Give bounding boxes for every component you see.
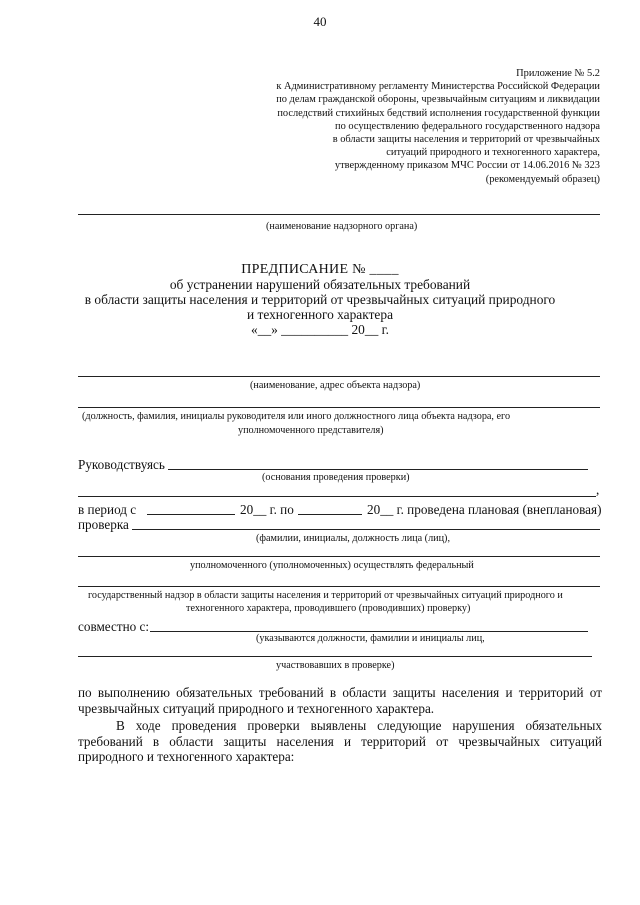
object-caption: (наименование, адрес объекта надзора) xyxy=(250,380,421,391)
authorized-fill-line xyxy=(78,556,600,557)
period-end-line xyxy=(298,514,362,515)
comma: , xyxy=(596,482,600,497)
period-label-result: 20__ г. проведена плановая (внеплановая) xyxy=(367,502,602,517)
participants-caption: участвовавших в проверке) xyxy=(276,660,395,671)
official-caption: (должность, фамилия, инициалы руководителя или иного должностного лица объекта надзора, его xyxy=(82,411,511,422)
appendix-line: (рекомендуемый образец) xyxy=(485,173,600,185)
page-number: 40 xyxy=(313,14,327,29)
authority-caption: (наименование надзорного органа) xyxy=(266,221,418,232)
appendix-line: последствий стихийных бедствий исполнения государственной функции xyxy=(277,107,600,119)
title-line: и техногенного характера xyxy=(246,307,394,322)
paragraph-violations: В ходе проведения проверки выявлены следующие нарушения обязательных требований в области защиты населения и территорий от чрезвычайных ситуаций природного и техногенного характера: xyxy=(78,718,602,765)
title-main: ПРЕДПИСАНИЕ № ____ xyxy=(241,262,399,277)
period-start-line xyxy=(147,514,235,515)
period-label-from: в период с xyxy=(78,502,137,517)
jointly-label: совместно с: xyxy=(78,619,150,634)
grounds-fill-line xyxy=(168,469,588,470)
participants-fill-line xyxy=(150,631,588,632)
check-label: проверка xyxy=(78,517,129,532)
supervision-caption: государственный надзор в области защиты населения и территорий от чрезвычайных ситуаций природного и xyxy=(88,590,563,601)
blank-fill-line xyxy=(78,496,596,497)
appendix-line: в области защиты населения и территорий от чрезвычайных xyxy=(332,134,600,146)
official-caption: уполномоченного представителя) xyxy=(238,425,384,436)
appendix-block xyxy=(276,67,600,186)
participants-caption: (указываются должности, фамилии и инициалы лиц, xyxy=(256,633,485,644)
appendix-line: по осуществлению федерального государственного надзора xyxy=(335,120,600,132)
title-line: об устранении нарушений обязательных требований xyxy=(169,277,471,292)
appendix-line: ситуаций природного и техногенного характера, xyxy=(386,147,600,159)
grounds-caption: (основания проведения проверки) xyxy=(262,472,410,483)
appendix-line: по делам гражданской обороны, чрезвычайным ситуациям и ликвидации xyxy=(276,94,600,106)
appendix-line: к Административному регламенту Министерства Российской Федерации xyxy=(276,81,600,93)
authorized-caption: уполномоченного (уполномоченных) осуществлять федеральный xyxy=(190,560,474,571)
inspectors-fill-line xyxy=(132,529,600,530)
body-text xyxy=(78,685,602,765)
supervision-caption: техногенного характера, проводившего (проводивших) проверку) xyxy=(186,603,471,614)
document-title xyxy=(0,262,640,337)
inspectors-caption: (фамилии, инициалы, должность лица (лиц), xyxy=(256,533,450,544)
appendix-line: Приложение № 5.2 xyxy=(516,68,600,79)
guided-label: Руководствуясь xyxy=(78,457,165,472)
title-date: «__» __________ 20__ г. xyxy=(251,322,389,337)
paragraph-findings-scope: по выполнению обязательных требований в области защиты населения и территорий от чрезвычайных ситуаций природного и техногенного характера. xyxy=(78,685,602,716)
participants-fill-line-2 xyxy=(78,656,592,657)
authority-fill-line xyxy=(78,214,600,215)
official-fill-line xyxy=(78,407,600,408)
object-fill-line xyxy=(78,376,600,377)
title-line: в области защиты населения и территорий от чрезвычайных ситуаций природного xyxy=(84,292,556,307)
appendix-line: утвержденному приказом МЧС России от 14.06.2016 № 323 xyxy=(334,160,600,172)
supervision-fill-line xyxy=(78,586,600,587)
period-label-to: 20__ г. по xyxy=(240,502,294,517)
